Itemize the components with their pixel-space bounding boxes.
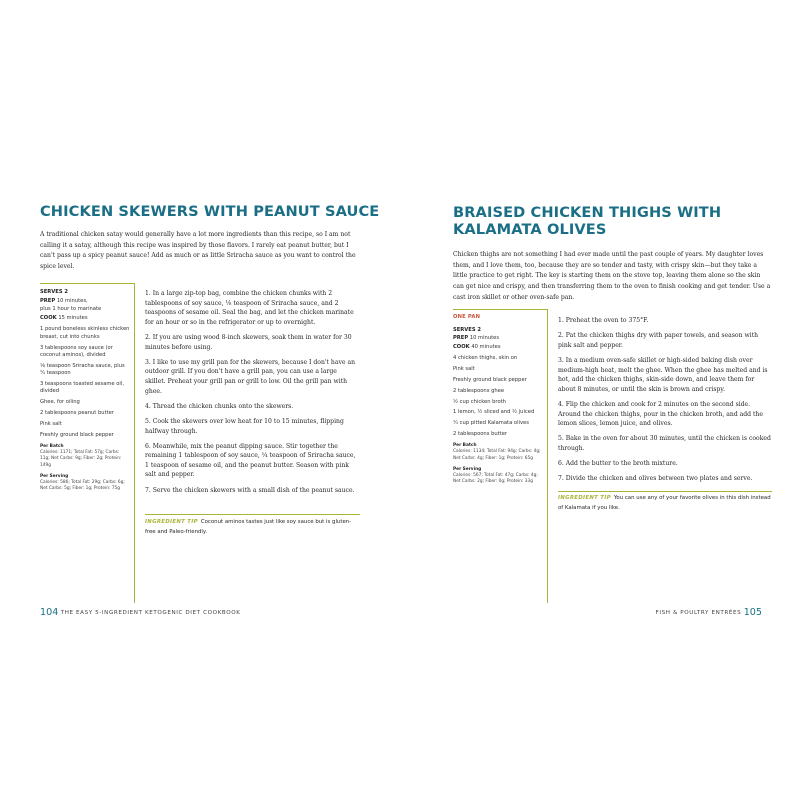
tip-label: INGREDIENT TIP [145, 519, 198, 525]
sidebar-top-rule [40, 283, 135, 284]
recipe-steps [145, 289, 359, 501]
step-item: 6. Add the butter to the broth mixture. [558, 460, 678, 468]
prep-time-extra: plus 1 hour to marinate [40, 306, 102, 313]
ingredient-item: Pink salt [453, 366, 475, 373]
per-serving-label: Per Serving [453, 466, 482, 472]
step-item: 1. In a large zip-top bag, combine the chicken chunks with 2 tablespoons of soy sauce, ⅛ teaspoon of Sriracha sauce, and 2 teaspoons of sesame oil. Seal the bag, and let the chicken marinate for an hour or so in the refrigerator or up to overnight. [145, 290, 354, 326]
ingredient-item: 3 teaspoons toasted sesame oil, divided [40, 380, 124, 395]
prep-time: PREP 10 minutes [453, 335, 500, 342]
ingredient-item: 2 tablespoons butter [453, 430, 508, 437]
tip-rule [558, 491, 772, 492]
ingredient-item: Freshly ground black pepper [453, 376, 527, 383]
page-number: 104 [40, 607, 59, 618]
one-pan-badge: ONE PAN [453, 314, 481, 320]
sidebar-divider [134, 283, 135, 603]
step-item: 5. Bake in the oven for about 30 minutes, until the chicken is cooked through. [558, 435, 771, 452]
ingredient-tip [558, 494, 772, 514]
ingredient-item: 1 pound boneless skinless chicken breast, cut into chunks [40, 326, 130, 340]
right-page [400, 0, 800, 800]
prep-time: PREP 10 minutes, [40, 297, 88, 304]
step-item: 3. I like to use my grill pan for the skewers, because I don't have an outdoor grill. If you don't have a grill pan, you can use a large skillet. Preheat your grill pan or grill to low. Oil the grill pan with ghee. [145, 358, 356, 395]
step-item: 5. Cook the skewers over low heat for 10 to 15 minutes, flipping halfway through. [145, 417, 344, 435]
ingredient-item: 4 chicken thighs, skin on [453, 355, 518, 362]
running-head: FISH & POULTRY ENTRÉES [655, 610, 742, 616]
recipe-sidebar [40, 288, 130, 492]
serves-label: SERVES 2 [40, 289, 68, 295]
step-item: 4. Thread the chicken chunks onto the skewers. [145, 402, 294, 410]
recipe-steps [558, 316, 772, 489]
ingredient-item: 3 tablespoons soy sauce (or coconut aminos), divided [40, 344, 113, 358]
ingredient-item: Freshly ground black pepper [40, 431, 114, 438]
recipe-intro: Chicken thighs are not something I had ever made until the past couple of years. My daughter loves them, and I love them, too, because they are so tender and tasty, with crispy skin—but they take a little practice to get right. The key is starting them on the stove top, leaving them alone so the skin can get nice and crispy, and then transferring them to the oven to finish cooking and get tender. Use a cast iron skillet or other oven-safe pan. [453, 251, 771, 301]
sidebar-divider [547, 309, 548, 603]
ingredient-item: 1 lemon, ½ sliced and ½ juiced [453, 409, 535, 416]
per-serving-nutrition: Calories: 586; Total Fat: 29g; Carbs: 6g; Net Carbs: 5g; Fiber: 1g; Protein: 75g [40, 479, 125, 492]
ingredient-tip [145, 518, 359, 538]
per-batch-nutrition: Calories: 1134; Total Fat: 94g; Carbs: 4g; Net Carbs: 4g; Fiber: 1g; Protein: 65g [453, 449, 541, 461]
step-item: 3. In a medium oven-safe skillet or high-sided baking dish over medium-high heat, melt the ghee. When the ghee has melted and is hot, add the chicken thighs, skin-side down, and leave them for about 8 minutes, or until the skin is brown and crispy. [558, 356, 768, 393]
ingredient-item: Ghee, for oiling [40, 399, 80, 406]
step-item: 2. If you are using wood 8-inch skewers, soak them in water for 30 minutes before using. [145, 333, 352, 351]
tip-text: You can use any of your favorite olives in this dish instead of Kalamata if you like. [558, 495, 771, 511]
step-item: 4. Flip the chicken and cook for 2 minutes on the second side. Around the chicken thighs, pour in the chicken broth, and add the lemon slices, lemon juice, and olives. [558, 400, 764, 428]
tip-label: INGREDIENT TIP [558, 495, 611, 501]
running-head: THE EASY 5-INGREDIENT KETOGENIC DIET COOKBOOK [60, 610, 241, 616]
step-item: 7. Serve the chicken skewers with a small dish of the peanut sauce. [145, 486, 355, 494]
per-serving-nutrition: Calories: 567; Total Fat: 47g; Carbs: 4g; Net Carbs: 2g; Fiber: 0g; Protein: 33g [453, 472, 538, 485]
per-batch-label: Per Batch [40, 443, 64, 449]
tip-text: Coconut aminos tastes just like soy sauce but is gluten-free and Paleo-friendly. [145, 519, 352, 535]
per-serving-label: Per Serving [40, 473, 69, 479]
cook-time: COOK 40 minutes [453, 343, 501, 350]
recipe-title-braised-chicken: BRAISED CHICKEN THIGHS WITH KALAMATA OLIVES [453, 204, 722, 238]
tip-rule [145, 514, 360, 515]
recipe-intro: A traditional chicken satay would generally have a lot more ingredients than this recipe, so I am not calling it a satay, although this recipe was inspired by those flavors. I rarely eat peanut butter, but I can't pass up a spicy peanut sauce! Add as much or as little Sriracha sauce as you want to control the spice level. [40, 231, 356, 271]
per-batch-label: Per Batch [453, 443, 477, 449]
ingredient-item: ⅛ teaspoon Sriracha sauce, plus ¼ teaspoon [40, 362, 125, 377]
step-item: 6. Meanwhile, mix the peanut dipping sauce. Stir together the remaining 1 tablespoon of soy sauce, ¼ teaspoon of Sriracha sauce, 1 teaspoon of sesame oil, and the peanut butter. Season with pink salt and pepper. [145, 442, 356, 479]
per-batch-nutrition: Calories: 1171; Total Fat: 57g; Carbs: 11g; Net Carbs: 9g; Fiber: 2g; Protein: 149g [40, 449, 122, 468]
ingredient-item: 2 tablespoons peanut butter [40, 409, 114, 416]
ingredient-item: Pink salt [40, 420, 62, 427]
cook-time: COOK 15 minutes [40, 314, 88, 321]
recipe-title-chicken-skewers: CHICKEN SKEWERS WITH PEANUT SAUCE [40, 203, 380, 220]
page-number: 105 [743, 607, 762, 618]
sidebar-top-rule [453, 309, 548, 310]
recipe-sidebar [453, 313, 543, 486]
ingredient-item: 2 tablespoons ghee [453, 387, 505, 394]
serves-label: SERVES 2 [453, 326, 481, 333]
ingredient-item: ¼ cup pitted Kalamata olives [453, 420, 529, 427]
ingredient-item: ½ cup chicken broth [453, 398, 506, 405]
left-footer [40, 607, 240, 618]
step-item: 2. Pat the chicken thighs dry with paper towels, and season with pink salt and pepper. [558, 332, 758, 349]
step-item: 1. Preheat the oven to 375°F. [558, 317, 649, 324]
step-item: 7. Divide the chicken and olives between two plates and serve. [558, 475, 753, 483]
right-footer [656, 607, 762, 618]
